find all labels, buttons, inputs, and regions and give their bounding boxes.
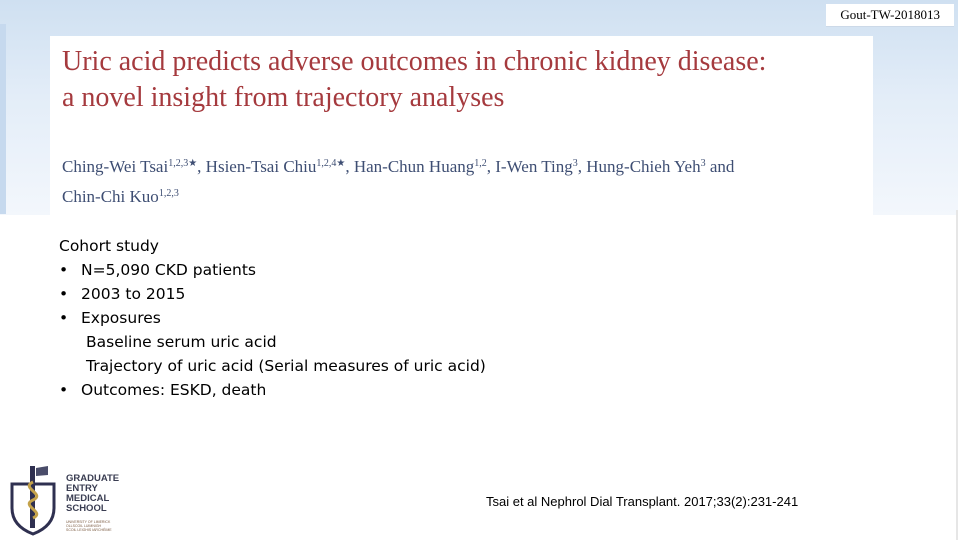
author: Chin-Chi Kuo$^{1,2,3}$ bbox=[62, 187, 179, 206]
list-item: • Outcomes: ESKD, death bbox=[59, 381, 267, 399]
author: I-Wen Ting$^3$, bbox=[495, 157, 587, 176]
paper-title bbox=[62, 44, 867, 116]
author-list bbox=[62, 152, 862, 212]
logo-subtext: UNIVERSITY OF LIMERICK OLLSCOIL LUIMNIGH SCOIL LEIGHIS IARCHÉIME bbox=[66, 520, 112, 532]
paper-title-line-2: a novel insight from trajectory analyses bbox=[62, 82, 505, 113]
study-summary bbox=[59, 234, 486, 402]
school-logo bbox=[6, 462, 146, 536]
sub-list-item: Trajectory of uric acid (Serial measures of uric acid) bbox=[86, 357, 486, 375]
paper-header-image bbox=[50, 36, 873, 216]
citation: Tsai et al Nephrol Dial Transplant. 2017;33(2):231-241 bbox=[486, 494, 799, 509]
sub-list-item: Baseline serum uric acid bbox=[86, 333, 277, 351]
author: Ching-Wei Tsai$^{1,2,3★}$, bbox=[62, 157, 206, 176]
list-item: • 2003 to 2015 bbox=[59, 285, 186, 303]
list-item: • N=5,090 CKD patients bbox=[59, 261, 256, 279]
logo-wordmark: GRADUATE ENTRY MEDICAL SCHOOL bbox=[66, 473, 120, 514]
author: Hsien-Tsai Chiu$^{1,2,4★}$, bbox=[205, 157, 354, 176]
crest-icon bbox=[6, 462, 60, 536]
list-item: • Exposures bbox=[59, 309, 161, 327]
band-edge bbox=[0, 24, 6, 214]
paper-title-line-1: Uric acid predicts adverse outcomes in chronic kidney disease: bbox=[62, 46, 767, 77]
study-heading: Cohort study bbox=[59, 237, 159, 255]
slide-tag: Gout-TW-2018013 bbox=[826, 4, 954, 27]
author: Han-Chun Huang$^{1,2}$, bbox=[353, 157, 496, 176]
author: Hung-Chieh Yeh$^3$ and bbox=[586, 157, 735, 176]
